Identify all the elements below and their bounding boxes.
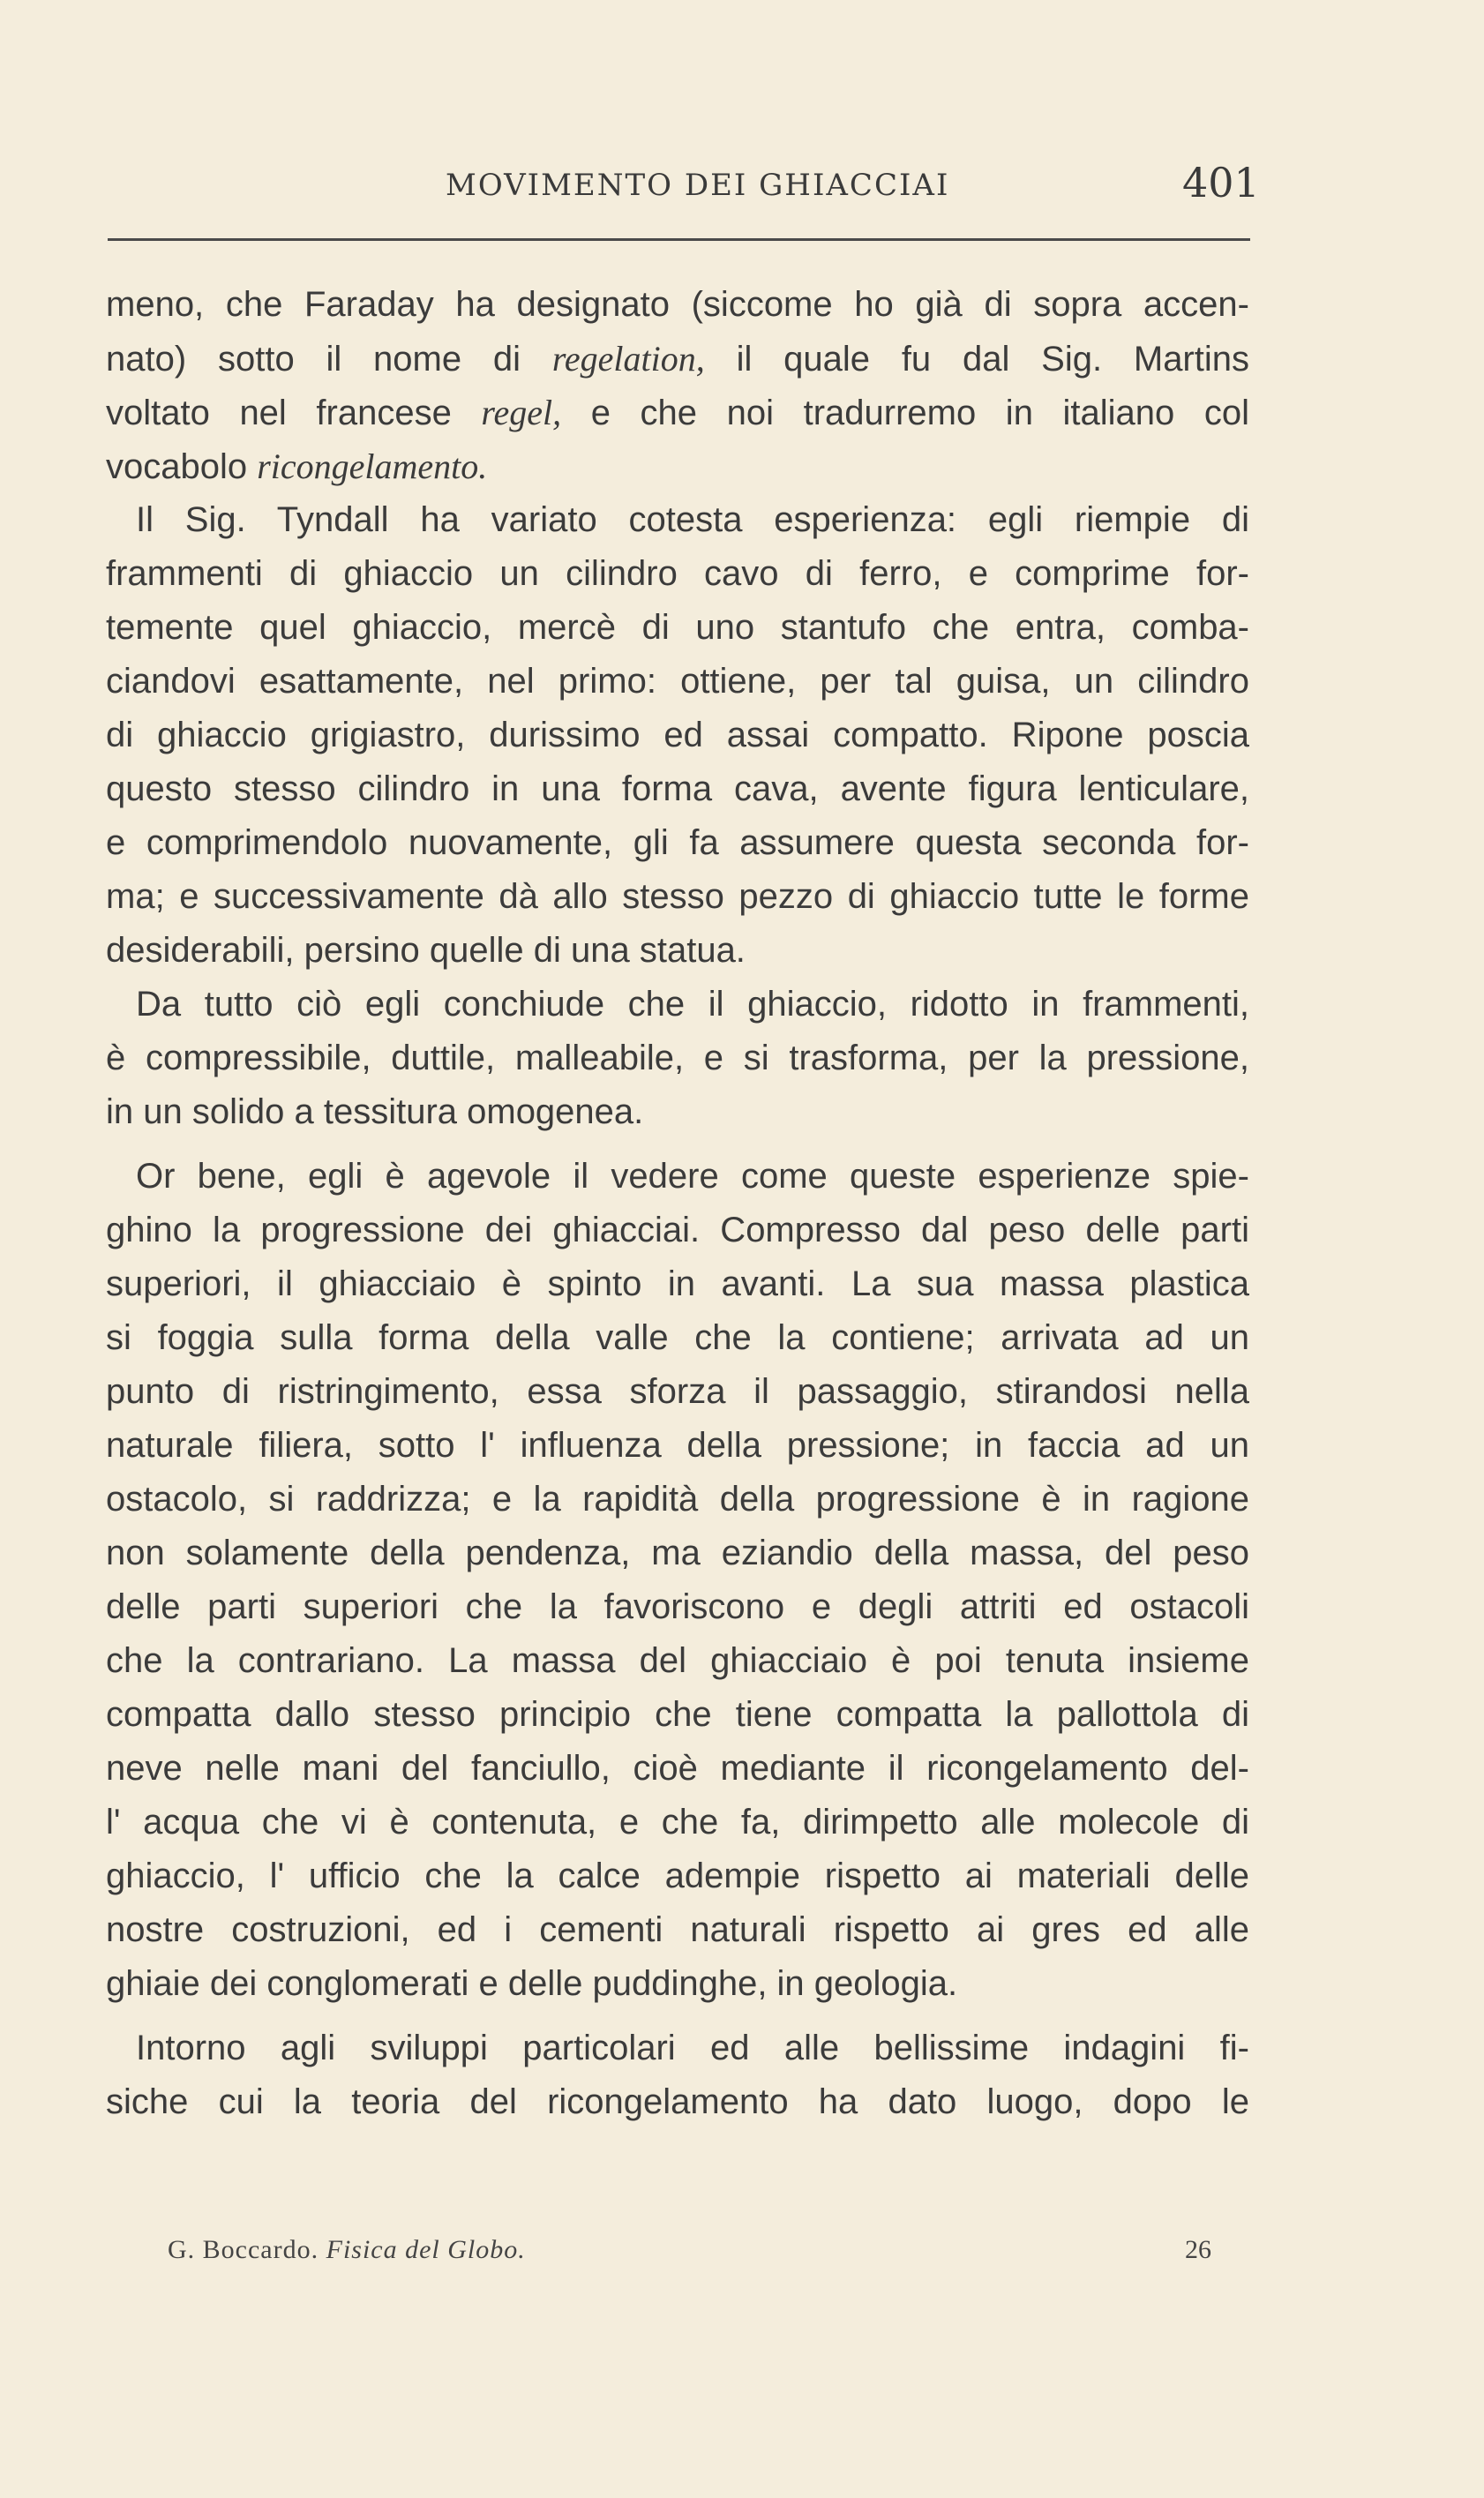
text-line xyxy=(106,870,1249,924)
page-header xyxy=(0,159,1484,212)
paragraph xyxy=(106,2022,1249,2129)
signature-mark: 26 xyxy=(1185,2235,1211,2264)
text-run: Il Sig. Tyndall ha variato cotesta esperienza: egli riempie di xyxy=(136,500,1249,539)
paragraph xyxy=(106,278,1249,493)
italic-term: regelation, xyxy=(551,339,705,379)
text-line xyxy=(106,1204,1249,1257)
text-line xyxy=(106,1419,1249,1473)
paragraph xyxy=(106,1150,1249,2011)
text-run: ciandovi esattamente, nel primo: ottiene, per tal guisa, un cilindro xyxy=(106,662,1249,701)
text-line xyxy=(106,978,1249,1031)
text-run: punto di ristringimento, essa sforza il passaggio, stirandosi nella xyxy=(106,1372,1249,1411)
text-line xyxy=(106,1849,1249,1903)
text-line xyxy=(106,2075,1249,2129)
footer-author xyxy=(168,2235,526,2265)
text-line xyxy=(106,601,1249,655)
page-number: 401 xyxy=(1182,159,1260,206)
text-line xyxy=(106,2022,1249,2075)
text-line xyxy=(106,816,1249,870)
text-run: superiori, il ghiacciaio è spinto in avanti. La sua massa plastica xyxy=(106,1264,1249,1303)
text-run: compatta dallo stesso principio che tiene compatta la pallottola di xyxy=(106,1695,1249,1734)
text-line xyxy=(106,655,1249,709)
text-line xyxy=(106,1257,1249,1311)
text-run: naturale filiera, sotto l' influenza della pressione; in faccia ad un xyxy=(106,1426,1249,1465)
text-line xyxy=(106,278,1249,332)
author-name: G. Boccardo. xyxy=(168,2235,319,2264)
text-line xyxy=(106,1365,1249,1419)
text-run: ghiaie dei conglomerati e delle puddinghe, in geologia. xyxy=(106,1964,958,2003)
text-run: vocabolo xyxy=(106,447,258,486)
text-run: Intorno agli sviluppi particolari ed alle bellissime indagini fi- xyxy=(136,2029,1249,2067)
text-line xyxy=(106,386,1249,439)
text-run: e che noi tradurremo in italiano col xyxy=(561,394,1249,432)
text-line xyxy=(106,547,1249,601)
text-run: frammenti di ghiaccio un cilindro cavo di ferro, e comprime for- xyxy=(106,554,1249,593)
text-run: e comprimendolo nuovamente, gli fa assumere questa seconda for- xyxy=(106,823,1249,862)
running-title: MOVIMENTO DEI GHIACCIAI xyxy=(446,168,950,203)
text-run: ostacolo, si raddrizza; e la rapidità della progressione è in ragione xyxy=(106,1480,1249,1519)
text-run: neve nelle mani del fanciullo, cioè mediante il ricongelamento del- xyxy=(106,1749,1249,1788)
text-run: Or bene, egli è agevole il vedere come queste esperienze spie- xyxy=(136,1157,1249,1196)
paragraph xyxy=(106,978,1249,1139)
text-run: il quale fu dal Sig. Martins xyxy=(704,340,1250,379)
text-line xyxy=(106,709,1249,762)
text-line xyxy=(106,1580,1249,1634)
text-line xyxy=(106,493,1249,547)
italic-term: regel, xyxy=(481,393,562,432)
text-line xyxy=(106,1903,1249,1957)
text-line xyxy=(106,1796,1249,1849)
text-run: ghino la progressione dei ghiacciai. Compresso dal peso delle parti xyxy=(106,1211,1249,1249)
text-run: nato) sotto il nome di xyxy=(106,340,552,379)
text-run: Da tutto ciò egli conchiude che il ghiaccio, ridotto in frammenti, xyxy=(136,985,1249,1024)
page-footer xyxy=(0,2228,1484,2281)
text-run: questo stesso cilindro in una forma cava, avente figura lenticulare, xyxy=(106,769,1249,808)
paragraph xyxy=(106,493,1249,978)
work-title: Fisica del Globo. xyxy=(326,2235,526,2264)
italic-term: ricongelamento. xyxy=(257,446,488,486)
text-line xyxy=(106,1527,1249,1580)
text-run: desiderabili, persino quelle di una statua. xyxy=(106,931,746,970)
text-line xyxy=(106,1634,1249,1688)
text-run: temente quel ghiaccio, mercè di uno stantufo che entra, comba- xyxy=(106,608,1249,647)
text-line xyxy=(106,1957,1249,2011)
text-run: delle parti superiori che la favoriscono e degli attriti ed ostacoli xyxy=(106,1587,1249,1626)
text-line xyxy=(106,1031,1249,1085)
text-run: è compressibile, duttile, malleabile, e si trasforma, per la pressione, xyxy=(106,1039,1249,1077)
text-run: meno, che Faraday ha designato (siccome ho già di sopra accen- xyxy=(106,285,1249,324)
text-run: non solamente della pendenza, ma eziandio della massa, del peso xyxy=(106,1534,1249,1572)
text-run: siche cui la teoria del ricongelamento ha dato luogo, dopo le xyxy=(106,2082,1249,2121)
text-line xyxy=(106,1473,1249,1527)
text-line xyxy=(106,1311,1249,1365)
text-run: ma; e successivamente dà allo stesso pezzo di ghiaccio tutte le forme xyxy=(106,877,1249,916)
text-line xyxy=(106,439,1249,493)
text-line xyxy=(106,332,1249,386)
text-line xyxy=(106,924,1249,978)
text-line xyxy=(106,1742,1249,1796)
body-text xyxy=(106,278,1249,2129)
text-run: ghiaccio, l' ufficio che la calce adempie rispetto ai materiali delle xyxy=(106,1857,1249,1895)
text-run: l' acqua che vi è contenuta, e che fa, dirimpetto alle molecole di xyxy=(106,1803,1249,1842)
text-line xyxy=(106,1085,1249,1139)
text-run: che la contrariano. La massa del ghiacciaio è poi tenuta insieme xyxy=(106,1641,1249,1680)
text-line xyxy=(106,1150,1249,1204)
text-run: in un solido a tessitura omogenea. xyxy=(106,1092,644,1131)
text-run: si foggia sulla forma della valle che la contiene; arrivata ad un xyxy=(106,1318,1249,1357)
text-run: di ghiaccio grigiastro, durissimo ed assai compatto. Ripone poscia xyxy=(106,716,1249,754)
text-run: nostre costruzioni, ed i cementi naturali rispetto ai gres ed alle xyxy=(106,1910,1249,1949)
text-line xyxy=(106,762,1249,816)
header-rule xyxy=(108,238,1250,241)
text-run: voltato nel francese xyxy=(106,394,482,432)
text-line xyxy=(106,1688,1249,1742)
